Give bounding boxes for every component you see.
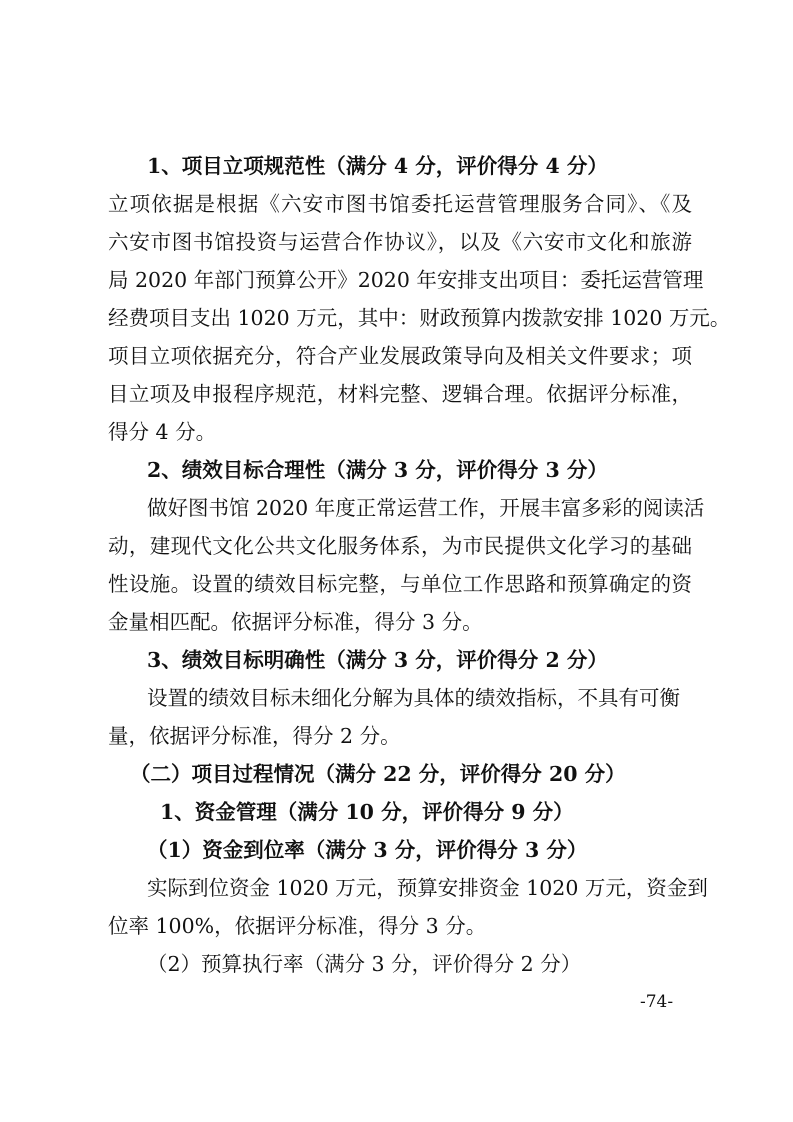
paragraph-line: （2）预算执行率（满分 3 分，评价得分 2 分） [147, 952, 582, 976]
paragraph-line: 局 2020 年部门预算公开》2020 年安排支出项目：委托运营管理 [108, 268, 704, 292]
section-heading: （1）资金到位率（满分 3 分，评价得分 3 分） [147, 838, 588, 862]
paragraph-line: 得分 4 分。 [108, 420, 217, 444]
paragraph-line: 金量相匹配。依据评分标准，得分 3 分。 [108, 610, 483, 634]
paragraph-line: 性设施。设置的绩效目标完整，与单位工作思路和预算确定的资 [108, 572, 692, 596]
section-heading: 3、绩效目标明确性（满分 3 分，评价得分 2 分） [147, 648, 608, 672]
paragraph-line: 设置的绩效目标未细化分解为具体的绩效指标，不具有可衡 [147, 686, 680, 710]
paragraph-line: 位率 100%，依据评分标准，得分 3 分。 [108, 914, 487, 938]
page-number: -74- [640, 992, 674, 1012]
paragraph-line: 目立项及申报程序规范，材料完整、逻辑合理。依据评分标准， [108, 382, 692, 406]
paragraph-line: 经费项目支出 1020 万元，其中：财政预算内拨款安排 1020 万元。 [108, 306, 731, 330]
paragraph-line: 实际到位资金 1020 万元，预算安排资金 1020 万元，资金到 [147, 876, 708, 900]
section-heading: 1、项目立项规范性（满分 4 分，评价得分 4 分） [147, 154, 608, 178]
paragraph-line: 量，依据评分标准，得分 2 分。 [108, 724, 401, 748]
paragraph-line: 做好图书馆 2020 年度正常运营工作，开展丰富多彩的阅读活 [147, 496, 705, 520]
paragraph-line: 六安市图书馆投资与运营合作协议》，以及《六安市文化和旅游 [108, 230, 692, 254]
paragraph-line: 立项依据是根据《六安市图书馆委托运营管理服务合同》、《及 [108, 192, 692, 216]
section-heading: 2、绩效目标合理性（满分 3 分，评价得分 3 分） [147, 458, 608, 482]
section-heading: （二）项目过程情况（满分 22 分，评价得分 20 分） [130, 762, 626, 786]
paragraph-line: 动，建现代文化公共文化服务体系，为市民提供文化学习的基础 [108, 534, 692, 558]
section-heading: 1、资金管理（满分 10 分，评价得分 9 分） [160, 800, 574, 824]
paragraph-line: 项目立项依据充分，符合产业发展政策导向及相关文件要求；项 [108, 344, 692, 368]
